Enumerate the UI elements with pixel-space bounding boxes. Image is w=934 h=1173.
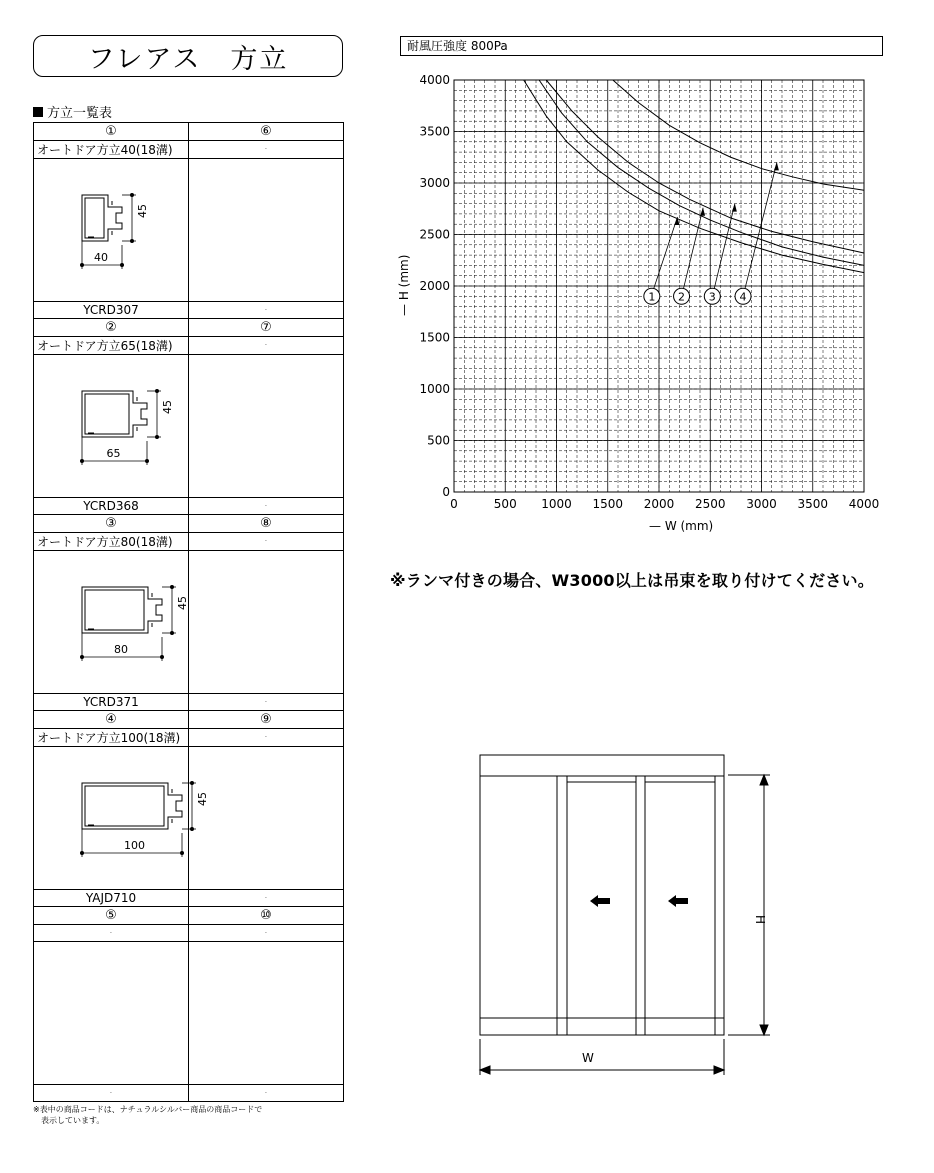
y-tick-label: 3000 <box>419 176 450 190</box>
item-image-cell-right <box>189 747 344 890</box>
item-code-right-empty: · <box>189 498 344 515</box>
door-frame <box>480 755 724 1035</box>
list-row-number <box>34 711 344 729</box>
y-tick-label: 2500 <box>419 227 450 242</box>
list-row-number <box>34 319 344 337</box>
profile-height-label: 45 <box>176 596 189 610</box>
list-row-code <box>34 890 344 907</box>
item-code: YAJD710 <box>34 890 189 907</box>
profile-width-label: 40 <box>94 251 108 264</box>
item-image-cell-right <box>189 551 344 694</box>
y-tick-label: 500 <box>427 433 450 448</box>
item-code: YCRD307 <box>34 302 189 319</box>
profile-drawing <box>34 159 189 302</box>
list-row-code <box>34 694 344 711</box>
list-row-name <box>34 533 344 551</box>
mullion-list-table <box>33 122 344 1102</box>
height-dimension <box>728 775 770 1035</box>
wind-pressure-chart <box>390 64 890 544</box>
item-number: ② <box>34 319 189 337</box>
list-row-name <box>34 729 344 747</box>
item-code-right-empty: · <box>189 302 344 319</box>
marker-leader-1 <box>654 217 678 288</box>
list-row-image <box>34 355 344 498</box>
y-axis-label: — H (mm) <box>397 254 411 316</box>
item-code: YCRD368 <box>34 498 189 515</box>
y-tick-label: 2000 <box>419 279 450 293</box>
item-number-right: ⑥ <box>189 123 344 141</box>
marker-leader-4 <box>745 162 777 288</box>
item-code: YCRD371 <box>34 694 189 711</box>
list-row-code <box>34 1085 344 1102</box>
x-tick-label: 0 <box>450 497 458 511</box>
y-tick-label: 4000 <box>419 73 450 87</box>
profile-width-label: 65 <box>106 447 121 460</box>
item-image-cell-right <box>189 355 344 498</box>
x-tick-label: 1500 <box>592 497 624 511</box>
item-image-cell-right <box>189 942 344 1085</box>
item-number-right: ⑨ <box>189 711 344 729</box>
item-image-cell <box>34 355 189 498</box>
item-number-right: ⑧ <box>189 515 344 533</box>
x-tick-label: 2500 <box>694 497 726 511</box>
square-bullet-icon <box>33 107 43 117</box>
x-tick-label: 500 <box>493 497 517 511</box>
list-row-image <box>34 159 344 302</box>
item-number-right: ⑩ <box>189 907 344 925</box>
arrow-left-icon-2 <box>668 895 688 907</box>
footnote-line-2: 表示しています。 <box>33 1116 105 1125</box>
item-name-right-empty: · <box>189 925 344 942</box>
item-code-empty: · <box>34 1085 189 1102</box>
profile-drawing <box>34 355 189 498</box>
x-tick-label: 2000 <box>643 497 675 511</box>
list-row-number <box>34 907 344 925</box>
item-number: ⑤ <box>34 907 189 925</box>
profile-height-label: 45 <box>196 792 209 806</box>
item-code-right-empty: · <box>189 1085 344 1102</box>
list-row-number <box>34 515 344 533</box>
y-tick-label: 0 <box>442 485 450 499</box>
marker-label-3: 3 <box>708 290 716 304</box>
door-h-label: H <box>753 915 767 925</box>
item-name: オートドア方立65(18溝) <box>34 337 189 355</box>
list-row-code <box>34 498 344 515</box>
list-row-code <box>34 302 344 319</box>
profile-drawing <box>34 551 189 694</box>
item-name-right-empty: · <box>189 141 344 159</box>
profile-width-label: 80 <box>114 643 128 656</box>
section-label-text: 方立一覧表 <box>47 106 113 121</box>
item-code-right-empty: · <box>189 890 344 907</box>
item-number: ① <box>34 123 189 141</box>
item-image-cell <box>34 551 189 694</box>
item-image-cell <box>34 942 189 1085</box>
footnote <box>33 1104 262 1126</box>
warning-note: ※ランマ付きの場合、W3000以上は吊束を取り付けてください。 <box>390 571 874 590</box>
chart-header: 耐風圧強度 800Pa <box>400 36 883 56</box>
item-name-right-empty: · <box>189 337 344 355</box>
y-tick-label: 1500 <box>419 330 450 345</box>
list-row-name <box>34 337 344 355</box>
list-row-number <box>34 123 344 141</box>
x-axis-label: — W (mm) <box>649 519 714 533</box>
marker-label-1: 1 <box>648 290 656 304</box>
item-name-right-empty: · <box>189 729 344 747</box>
x-tick-label: 3500 <box>797 497 829 511</box>
width-dimension <box>480 1039 724 1075</box>
item-code-right-empty: · <box>189 694 344 711</box>
list-row-image <box>34 551 344 694</box>
y-tick-label: 1000 <box>419 382 450 396</box>
series-line-4 <box>613 80 864 190</box>
item-image-cell <box>34 159 189 302</box>
x-tick-label: 1000 <box>541 497 572 511</box>
item-name-right-empty: · <box>189 533 344 551</box>
x-tick-label: 3000 <box>746 497 777 511</box>
item-name-empty: · <box>34 925 189 942</box>
footnote-line-1: ※表中の商品コードは、ナチュラルシルバー商品の商品コードで <box>33 1105 263 1114</box>
item-number: ③ <box>34 515 189 533</box>
list-row-name <box>34 141 344 159</box>
profile-drawing <box>34 747 209 890</box>
list-row-name <box>34 925 344 942</box>
marker-label-4: 4 <box>739 290 747 304</box>
item-number: ④ <box>34 711 189 729</box>
section-label <box>33 102 112 121</box>
door-diagram <box>470 745 790 1085</box>
profile-height-label: 45 <box>161 400 174 414</box>
profile-height-label: 45 <box>136 204 149 218</box>
item-image-cell-right <box>189 159 344 302</box>
item-name: オートドア方立100(18溝) <box>34 729 189 747</box>
page-title: フレアス 方立 <box>33 35 343 77</box>
profile-width-label: 100 <box>124 839 145 852</box>
arrow-left-icon-1 <box>590 895 610 907</box>
door-w-label: W <box>582 1051 594 1065</box>
list-row-image <box>34 942 344 1085</box>
item-number-right: ⑦ <box>189 319 344 337</box>
marker-label-2: 2 <box>678 290 686 304</box>
list-row-image <box>34 747 344 890</box>
item-image-cell <box>34 747 209 890</box>
item-name: オートドア方立80(18溝) <box>34 533 189 551</box>
x-tick-label: 4000 <box>848 497 880 511</box>
item-name: オートドア方立40(18溝) <box>34 141 189 159</box>
y-tick-label: 3500 <box>419 124 450 139</box>
